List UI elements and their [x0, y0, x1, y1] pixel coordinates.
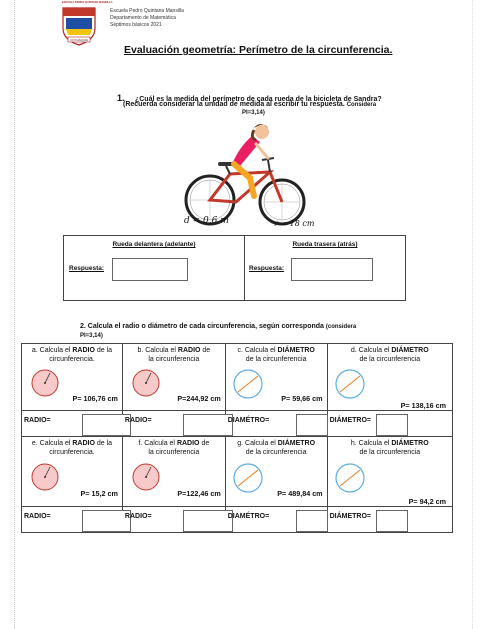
diameter-label: d = 0,6 m	[184, 216, 229, 226]
perimeter-value: P= 15,2 cm	[80, 489, 118, 498]
front-wheel-cell	[64, 236, 245, 301]
cell-instruction-line2: la circunferencia	[148, 356, 200, 363]
diameter-circle-icon	[334, 462, 366, 499]
answer-box[interactable]	[376, 510, 408, 532]
answer-label: DIÁMETRO=	[329, 513, 371, 520]
answer-box[interactable]	[296, 510, 328, 532]
logo-motto: COYHAIQUE	[69, 37, 88, 42]
cell-instruction-key: DIÁMETRO	[277, 440, 316, 447]
cell-instruction-key: DIÁMETRO	[391, 347, 429, 354]
front-answer-label: Respuesta:	[69, 265, 105, 272]
cell-instruction	[123, 344, 225, 364]
cell-instruction-key: RADIO	[72, 347, 95, 354]
answer-box[interactable]	[296, 414, 328, 436]
cell-instruction-key: DIÁMETRO	[277, 347, 315, 354]
cell-instruction-line2: circunferencia.	[49, 449, 95, 456]
answer-label: DIAMÉTRO=	[227, 417, 270, 424]
question-cell-e	[22, 437, 123, 507]
diameter-circle-icon	[334, 368, 366, 405]
school-name: Escuela Pedro Quintana Mansilla	[110, 8, 184, 14]
cell-instruction-line2: de la circunferencia	[245, 356, 307, 363]
school-logo	[60, 1, 113, 46]
question1-note-text: (Recuerda considerar la unidad de medida al escribir tu respuesta.	[123, 101, 345, 108]
cell-instruction	[226, 437, 327, 457]
cell-instruction-key: DIÁMETRO	[391, 440, 429, 447]
page-title: Evaluación geometría: Perímetro de la circunferencia.	[124, 44, 393, 56]
radius-label: r = 18 cm	[274, 219, 315, 228]
perimeter-value: P=122,46 cm	[177, 489, 221, 498]
cell-instruction-post: de	[199, 440, 210, 447]
answer-label: RADIO=	[24, 513, 51, 520]
cell-instruction-pre: d. Calcula el	[350, 347, 392, 354]
cell-instruction-line2: de la circunferencia	[359, 449, 421, 456]
perimeter-value: P=244,92 cm	[177, 394, 221, 403]
radius-circle-icon	[131, 368, 161, 403]
cell-instruction	[328, 437, 452, 457]
radius-circle-icon	[131, 462, 161, 497]
cell-instruction-pre: g. Calcula el	[237, 440, 278, 447]
answer-cell-c	[225, 411, 327, 437]
back-answer-label: Respuesta:	[249, 265, 285, 272]
front-answer-box[interactable]	[112, 258, 188, 281]
cell-instruction-post: de	[200, 347, 211, 354]
question1-answer-table	[63, 235, 406, 301]
perimeter-value: P= 106,76 cm	[72, 394, 118, 403]
cell-instruction-post: de la	[94, 440, 113, 447]
question2-pi: PI=3,14)	[80, 333, 103, 339]
cell-instruction-pre: c. Calcula el	[237, 347, 278, 354]
circle-grid	[21, 343, 453, 533]
cell-instruction-pre: b. Calcula el	[137, 347, 178, 354]
diameter-circle-icon	[232, 462, 264, 499]
answer-label: RADIO=	[24, 417, 51, 424]
question-cell-c	[225, 344, 327, 411]
answer-label: RADIO=	[124, 417, 152, 424]
logo-text: ESCUELA PEDRO QUINTANA MANSILLA	[62, 1, 113, 4]
question-cell-h	[327, 437, 452, 507]
perimeter-value: P= 59,66 cm	[281, 394, 323, 403]
cell-instruction	[22, 437, 122, 457]
perimeter-value: P= 489,84 cm	[277, 489, 323, 498]
back-wheel-header: Rueda trasera (atrás)	[292, 241, 358, 248]
cell-instruction-pre: e. Calcula el	[31, 440, 73, 447]
bicycle-illustration	[170, 122, 320, 234]
cell-instruction-pre: a. Calcula el	[31, 347, 73, 354]
question1-note	[123, 100, 376, 110]
answer-cell-g	[225, 507, 327, 533]
answer-cell-a	[22, 411, 123, 437]
cell-instruction-line2: la circunferencia	[148, 449, 200, 456]
cell-instruction-pre: f. Calcula el	[138, 440, 177, 447]
question2-note: (considera	[325, 324, 357, 330]
course-name: Séptimos básicos 2021	[110, 22, 162, 28]
question-cell-a	[22, 344, 123, 411]
answer-label: DIAMÉTRO=	[227, 513, 270, 520]
cell-instruction-line2: de la circunferencia	[245, 449, 307, 456]
question1-pi: PI=3,14)	[242, 110, 265, 116]
radius-circle-icon	[30, 462, 60, 497]
perimeter-value: P= 94,2 cm	[408, 497, 446, 506]
answer-label: RADIO=	[124, 513, 152, 520]
question-cell-f	[122, 437, 225, 507]
question-cell-g	[225, 437, 327, 507]
cell-instruction	[226, 344, 327, 364]
left-margin-dots	[14, 0, 16, 629]
question-cell-d	[327, 344, 452, 411]
question1-number: 1.	[117, 93, 125, 103]
department-name: Departamento de Matemática	[110, 15, 176, 21]
answer-cell-b	[122, 411, 225, 437]
cell-instruction	[328, 344, 452, 364]
cell-instruction-pre: h. Calcula el	[350, 440, 392, 447]
question2-prompt: 2. Calcula el radio o diámetro de cada circunferencia, según corresponda	[80, 323, 324, 330]
question2-text	[80, 322, 356, 332]
question1-note-small: Considera	[346, 102, 377, 108]
radius-circle-icon	[30, 368, 60, 403]
cell-instruction-key: RADIO	[177, 347, 201, 354]
cell-instruction-key: RADIO	[176, 440, 200, 447]
right-margin-dots	[472, 0, 474, 629]
question-cell-b	[122, 344, 225, 411]
diameter-circle-icon	[232, 368, 264, 405]
cell-instruction-key: RADIO	[72, 440, 95, 447]
answer-cell-d	[327, 411, 452, 437]
cell-instruction	[123, 437, 225, 457]
question1-prompt: ¿Cuál es la medida del perímetro de cada rueda de la bicicleta de Sandra?	[134, 96, 382, 103]
perimeter-value: P= 138,16 cm	[400, 401, 446, 410]
answer-cell-e	[22, 507, 123, 533]
cell-instruction-line2: circunferencia.	[49, 356, 95, 363]
cell-instruction	[22, 344, 122, 364]
cell-instruction-post: de la	[94, 347, 113, 354]
answer-box[interactable]	[376, 414, 408, 436]
back-answer-box[interactable]	[291, 258, 373, 281]
cell-instruction-line2: de la circunferencia	[359, 356, 421, 363]
back-wheel-cell	[245, 236, 406, 301]
front-wheel-header: Rueda delantera (adelante)	[112, 241, 196, 248]
answer-label: DIÁMETRO=	[329, 417, 371, 424]
answer-cell-f	[122, 507, 225, 533]
answer-cell-h	[327, 507, 452, 533]
